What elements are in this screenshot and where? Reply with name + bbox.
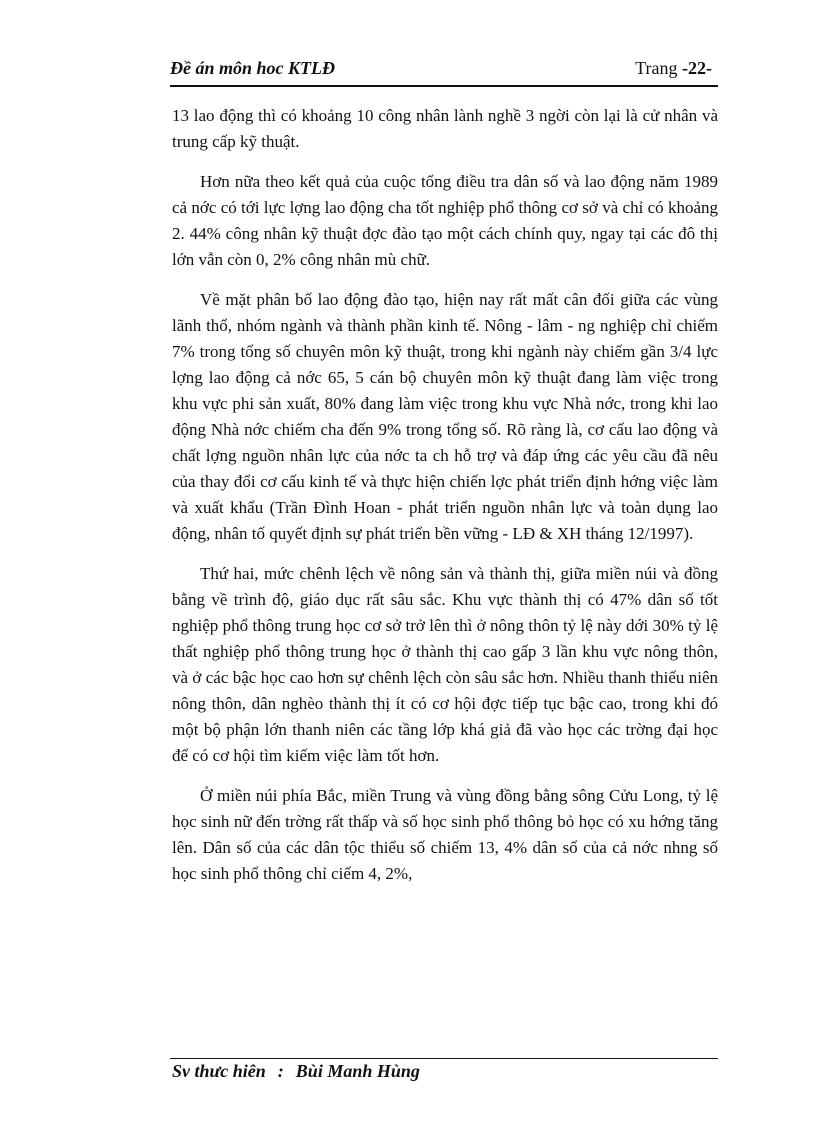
paragraph: Về mặt phân bố lao động đào tạo, hiện nay rất mất cân đối giữa các vùng lãnh thổ, nhóm ngành và thành phần kinh tế. Nông - lâm - ng nghiệp chỉ chiếm 7% trong tổng số chuyên môn kỹ thuật, trong khi ngành này chiếm gần 3/4 lực lợng lao động cả nớc 65, 5 cán bộ chuyên môn kỹ thuật đang làm việc trong khu vực phi sản xuất, 80% đang làm việc trong khu vực Nhà nớc, trong khi lao động Nhà nớc chiếm cha đến 9% trong tổng số. Rõ ràng là, cơ cấu lao động và chất lợng nguồn nhân lực của nớc ta ch hỗ trợ và đáp ứng các yêu cầu đã nêu của thay đổi cơ cấu kinh tế và thực hiện chiến lợc phát triển định hớng việc làm và xuất khẩu (Trần Đình Hoan - phát triển nguồn nhân lực và toàn dụng lao động, nhân tố quyết định sự phát triển bền vững - LĐ & XH tháng 12/1997). bbox=[172, 290, 718, 543]
page-number: -22- bbox=[682, 58, 712, 78]
page-indicator bbox=[635, 58, 712, 79]
document-title: Đề án môn hoc KTLĐ bbox=[170, 58, 336, 78]
paragraph: Hơn nữa theo kết quả của cuộc tổng điều tra dân số và lao động năm 1989 cả nớc có tới lực lợng lao động cha tốt nghiệp phổ thông cơ sở và chỉ có khoảng 2. 44% công nhân kỹ thuật đợc đào tạo một cách chính quy, ngay tại các đô thị lớn vẫn còn 0, 2% công nhân mù chữ. bbox=[172, 172, 718, 269]
paragraph: Thứ hai, mức chênh lệch về nông sản và thành thị, giữa miền núi và đồng bằng về trình độ, giáo dục rất sâu sắc. Khu vực thành thị có 47% dân số tốt nghiệp phổ thông trung học cơ sở trở lên thì ở nông thôn tỷ lệ này dới 30% tỷ lệ thất nghiệp phổ thông trung học ở thành thị cao gấp 3 lần khu vực nông thôn, và ở các bậc học cao hơn sự chênh lệch còn sâu sắc hơn. Nhiều thanh thiếu niên nông thôn, dân nghèo thành thị ít có cơ hội đợc tiếp tục bậc cao, trong khi đó một bộ phận lớn thanh niên các tầng lớp khá giả đã vào học các trờng đại học để có cơ hội tìm kiếm việc làm tốt hơn. bbox=[172, 564, 718, 765]
document-body bbox=[172, 103, 718, 901]
paragraph-continuation: 13 lao động thì có khoảng 10 công nhân lành nghề 3 ngời còn lại là cử nhân và trung cấp kỹ thuật. bbox=[172, 106, 718, 151]
author-name: Bùi Manh Hùng bbox=[295, 1061, 420, 1081]
page-header bbox=[170, 58, 718, 84]
footer-separator: : bbox=[277, 1061, 284, 1081]
footer-label: Sv thưc hiên bbox=[172, 1061, 266, 1081]
paragraph: Ở miền núi phía Bắc, miền Trung và vùng đồng bằng sông Cửu Long, tỷ lệ học sinh nữ đến trờng rất thấp và số học sinh phổ thông bỏ học có xu hớng tăng lên. Dân số của các dân tộc thiểu số chiếm 13, 4% dân số của cả nớc nhng số học sinh phổ thông chỉ ciếm 4, 2%, bbox=[172, 786, 718, 883]
header-divider bbox=[170, 85, 718, 87]
page-label: Trang bbox=[635, 58, 678, 78]
footer-divider bbox=[170, 1058, 718, 1059]
page-footer bbox=[172, 1061, 420, 1082]
